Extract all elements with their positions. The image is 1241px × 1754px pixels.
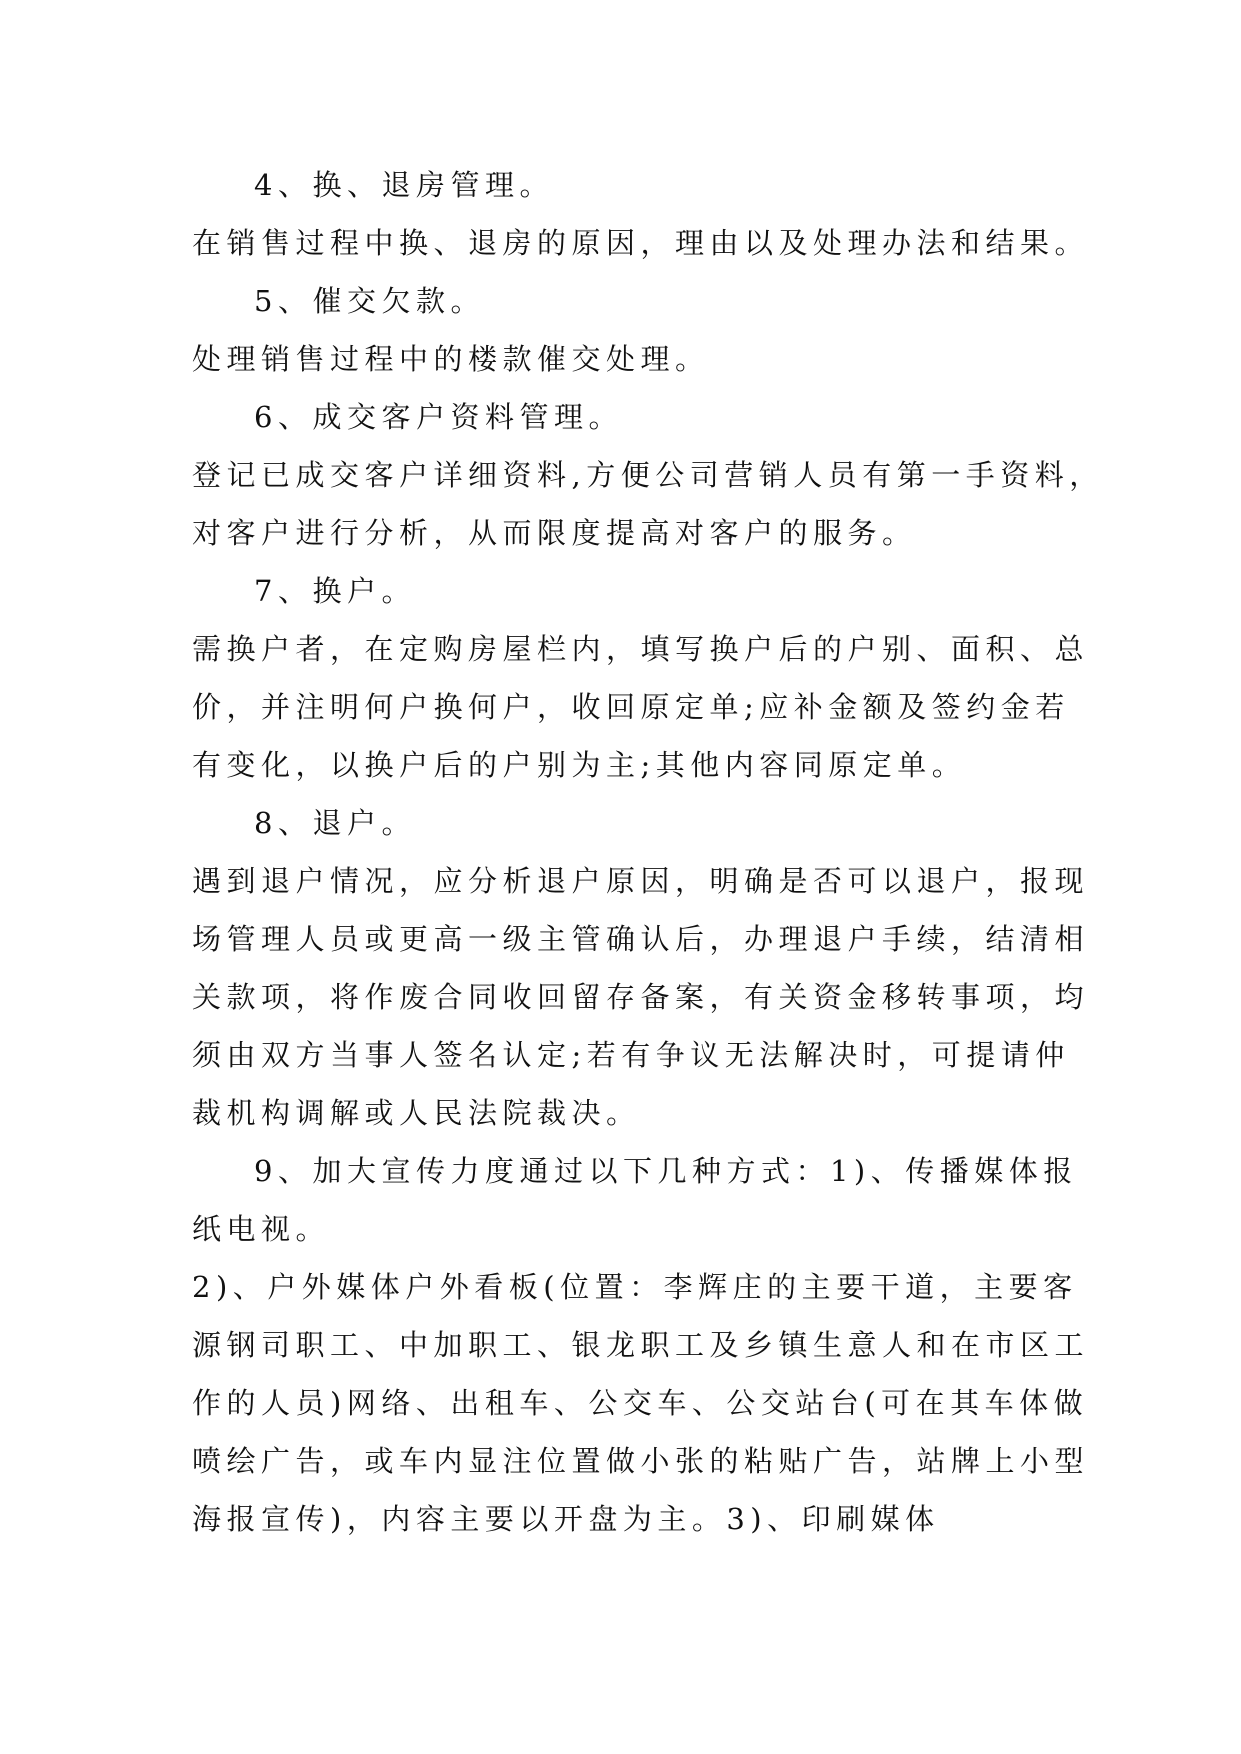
paragraph-line: 须由双方当事人签名认定;若有争议无法解决时，可提请仲 <box>192 1038 1070 1072</box>
section-heading: 6、成交客户资料管理。 <box>254 400 623 434</box>
section-heading: 5、催交欠款。 <box>254 284 485 318</box>
paragraph-line: 需换户者，在定购房屋栏内，填写换户后的户别、面积、总 <box>192 632 1090 666</box>
section-heading: 9、加大宣传力度通过以下几种方式：1)、传播媒体报 <box>254 1154 1078 1188</box>
section-heading: 7、换户。 <box>254 574 416 608</box>
paragraph-line: 对客户进行分析，从而限度提高对客户的服务。 <box>192 516 917 550</box>
paragraph-line: 场管理人员或更高一级主管确认后，办理退户手续，结清相 <box>192 922 1090 956</box>
paragraph-line: 作的人员)网络、出租车、公交车、公交站台(可在其车体做 <box>192 1386 1089 1420</box>
paragraph-line: 处理销售过程中的楼款催交处理。 <box>192 342 710 376</box>
paragraph-line: 有变化，以换户后的户别为主;其他内容同原定单。 <box>192 748 967 782</box>
paragraph-line: 登记已成交客户详细资料,方便公司营销人员有第一手资料， <box>192 458 1104 492</box>
paragraph-line: 价，并注明何户换何户，收回原定单;应补金额及签约金若 <box>192 690 1070 724</box>
paragraph-line: 喷绘广告，或车内显注位置做小张的粘贴广告，站牌上小型 <box>192 1444 1090 1478</box>
paragraph-line: 关款项，将作废合同收回留存备案，有关资金移转事项，均 <box>192 980 1090 1014</box>
section-heading: 4、换、退房管理。 <box>254 168 554 202</box>
paragraph-line: 2)、户外媒体户外看板(位置：李辉庄的主要干道，主要客 <box>192 1270 1078 1304</box>
paragraph-line: 遇到退户情况，应分析退户原因，明确是否可以退户，报现 <box>192 864 1090 898</box>
document-body <box>192 156 1104 1548</box>
paragraph-line: 裁机构调解或人民法院裁决。 <box>192 1096 641 1130</box>
paragraph-line: 在销售过程中换、退房的原因，理由以及处理办法和结果。 <box>192 226 1090 260</box>
paragraph-line: 源钢司职工、中加职工、银龙职工及乡镇生意人和在市区工 <box>192 1328 1090 1362</box>
paragraph-line: 海报宣传)，内容主要以开盘为主。3)、印刷媒体 <box>192 1502 940 1536</box>
section-heading: 8、退户。 <box>254 806 416 840</box>
paragraph-line: 纸电视。 <box>192 1212 331 1246</box>
